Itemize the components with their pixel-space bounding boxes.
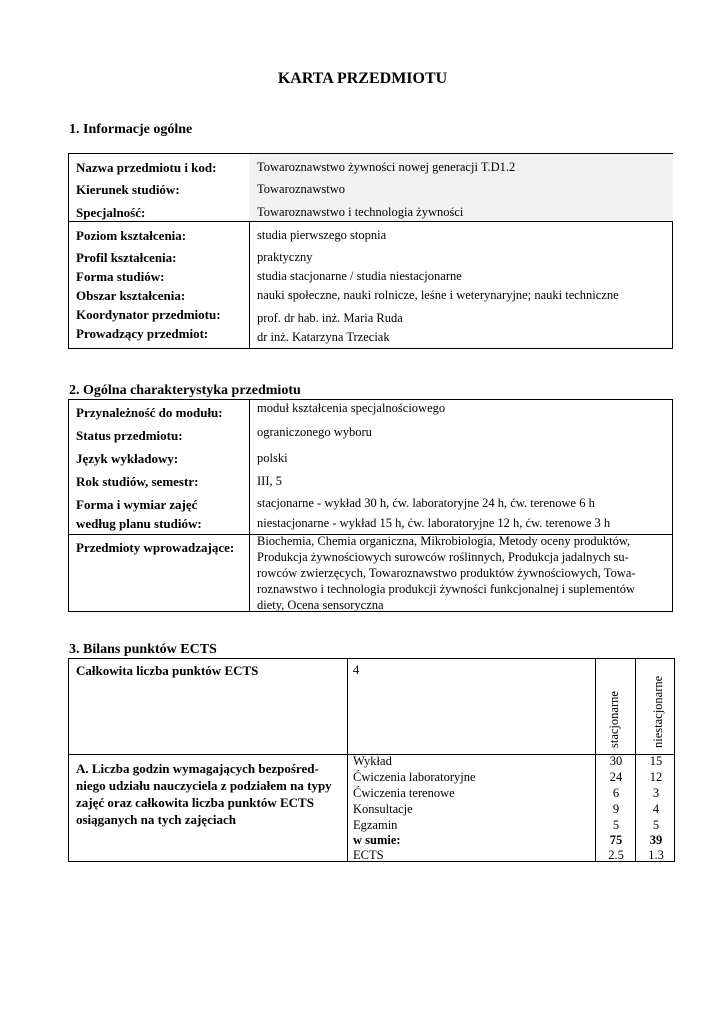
- a-row-s-consult: 9: [612, 802, 620, 816]
- row-label-specialty: Specjalność:: [76, 205, 146, 220]
- section3-col-divider-2: [595, 659, 596, 861]
- page-title: KARTA PRZEDMIOTU: [277, 70, 448, 87]
- section2-heading: 2. Ogólna charakterystyka przedmiotu: [69, 383, 301, 398]
- prereq-line: diety, Ocena sensoryczna: [257, 598, 384, 612]
- row-label-level: Poziom kształcenia:: [76, 228, 187, 243]
- section1-heading: 1. Informacje ogólne: [69, 122, 193, 137]
- row-value-teacher: dr inż. Katarzyna Trzeciak: [257, 330, 390, 344]
- row-value-coordinator: prof. dr hab. inż. Maria Ruda: [257, 311, 403, 325]
- prereq-line: rowców zwierzęcych, Towaroznawstwo produktów żywnościowych, Towa-: [257, 566, 636, 580]
- a-label-line: A. Liczba godzin wymagających bezpośred-: [76, 761, 319, 776]
- row-value-specialty: Towaroznawstwo i technologia żywności: [257, 205, 464, 219]
- a-row-name-field: Ćwiczenia terenowe: [353, 786, 455, 800]
- row-label-prereq: Przedmioty wprowadzające:: [76, 540, 235, 555]
- row-label-teacher: Prowadzący przedmiot:: [76, 326, 209, 341]
- a-label-line: niego udziału nauczyciela z podziałem na typy: [76, 778, 332, 793]
- a-row-s-sum: 75: [609, 833, 623, 847]
- section3-col-divider-3: [635, 659, 636, 861]
- a-label-line: zajęć oraz całkowita liczba punktów ECTS: [76, 795, 314, 810]
- row-label-name: Nazwa przedmiotu i kod:: [76, 160, 217, 175]
- a-row-s-ects: 2.5: [608, 848, 624, 862]
- a-row-name-lab: Ćwiczenia laboratoryjne: [353, 770, 476, 784]
- row-value-year: III, 5: [257, 474, 282, 488]
- a-row-s-field: 6: [612, 786, 620, 800]
- a-row-n-lab: 12: [649, 770, 663, 784]
- row-value-area: nauki społeczne, nauki rolnicze, leśne i weterynaryjne; nauki techniczne: [257, 288, 619, 302]
- col-header-niestacjonarne: niestacjonarne: [651, 675, 665, 748]
- row-label-form: Forma studiów:: [76, 269, 165, 284]
- a-row-n-consult: 4: [652, 802, 660, 816]
- section3-col-divider-1: [347, 659, 348, 861]
- row-label-profile: Profil kształcenia:: [76, 250, 177, 265]
- row-value-profile: praktyczny: [257, 250, 313, 264]
- a-row-s-lab: 24: [609, 770, 623, 784]
- row-value-forma-1: stacjonarne - wykład 30 h, ćw. laboratoryjne 24 h, ćw. terenowe 6 h: [257, 496, 595, 510]
- row-label-field: Kierunek studiów:: [76, 182, 180, 197]
- a-row-s-lecture: 30: [609, 754, 623, 768]
- prereq-line: Biochemia, Chemia organiczna, Mikrobiologia, Metody oceny produktów,: [257, 534, 631, 548]
- row-value-field: Towaroznawstwo: [257, 182, 345, 196]
- row-label-area: Obszar kształcenia:: [76, 288, 186, 303]
- a-row-n-exam: 5: [652, 818, 660, 832]
- row-label-forma-2: według planu studiów:: [76, 516, 202, 531]
- a-label: [76, 760, 332, 828]
- row-label-language: Język wykładowy:: [76, 451, 179, 466]
- row-label-year: Rok studiów, semestr:: [76, 474, 199, 489]
- ects-total-label: Całkowita liczba punktów ECTS: [76, 663, 259, 678]
- a-row-n-lecture: 15: [649, 754, 663, 768]
- a-row-s-exam: 5: [612, 818, 620, 832]
- a-row-n-sum: 39: [649, 833, 663, 847]
- section3-heading: 3. Bilans punktów ECTS: [69, 642, 217, 657]
- a-row-name-consult: Konsultacje: [353, 802, 413, 816]
- a-label-line: osiąganych na tych zajęciach: [76, 812, 236, 827]
- row-value-form: studia stacjonarne / studia niestacjonarne: [257, 269, 462, 283]
- row-value-status: ograniczonego wyboru: [257, 425, 372, 439]
- a-row-name-ects: ECTS: [353, 848, 384, 862]
- row-label-module: Przynależność do modułu:: [76, 405, 223, 420]
- a-row-name-lecture: Wykład: [353, 754, 392, 768]
- row-value-language: polski: [257, 451, 288, 465]
- row-label-coordinator: Koordynator przedmiotu:: [76, 307, 221, 322]
- a-row-n-ects: 1.3: [648, 848, 664, 862]
- row-label-status: Status przedmiotu:: [76, 428, 183, 443]
- section2-col-divider: [249, 400, 250, 611]
- a-row-name-exam: Egzamin: [353, 818, 398, 832]
- row-value-module: moduł kształcenia specjalnościowego: [257, 401, 446, 415]
- row-value-prereq: [257, 533, 636, 613]
- ects-total-value: 4: [353, 663, 360, 677]
- prereq-line: roznawstwo i technologia produkcji żywności funkcjonalnej i suplementów: [257, 582, 636, 596]
- a-row-name-sum: w sumie:: [353, 833, 401, 847]
- row-value-name: Towaroznawstwo żywności nowej generacji T.D1.2: [257, 160, 516, 174]
- section1-col-divider: [249, 221, 250, 348]
- section1-divider: [69, 221, 672, 222]
- a-row-n-field: 3: [652, 786, 660, 800]
- prereq-line: Produkcja żywnościowych surowców roślinnych, Produkcja jadalnych su-: [257, 550, 629, 564]
- row-value-level: studia pierwszego stopnia: [257, 228, 387, 242]
- col-header-stacjonarne: stacjonarne: [607, 691, 621, 748]
- row-value-forma-2: niestacjonarne - wykład 15 h, ćw. laboratoryjne 12 h, ćw. terenowe 3 h: [257, 516, 611, 530]
- row-label-forma-1: Forma i wymiar zajęć: [76, 497, 198, 512]
